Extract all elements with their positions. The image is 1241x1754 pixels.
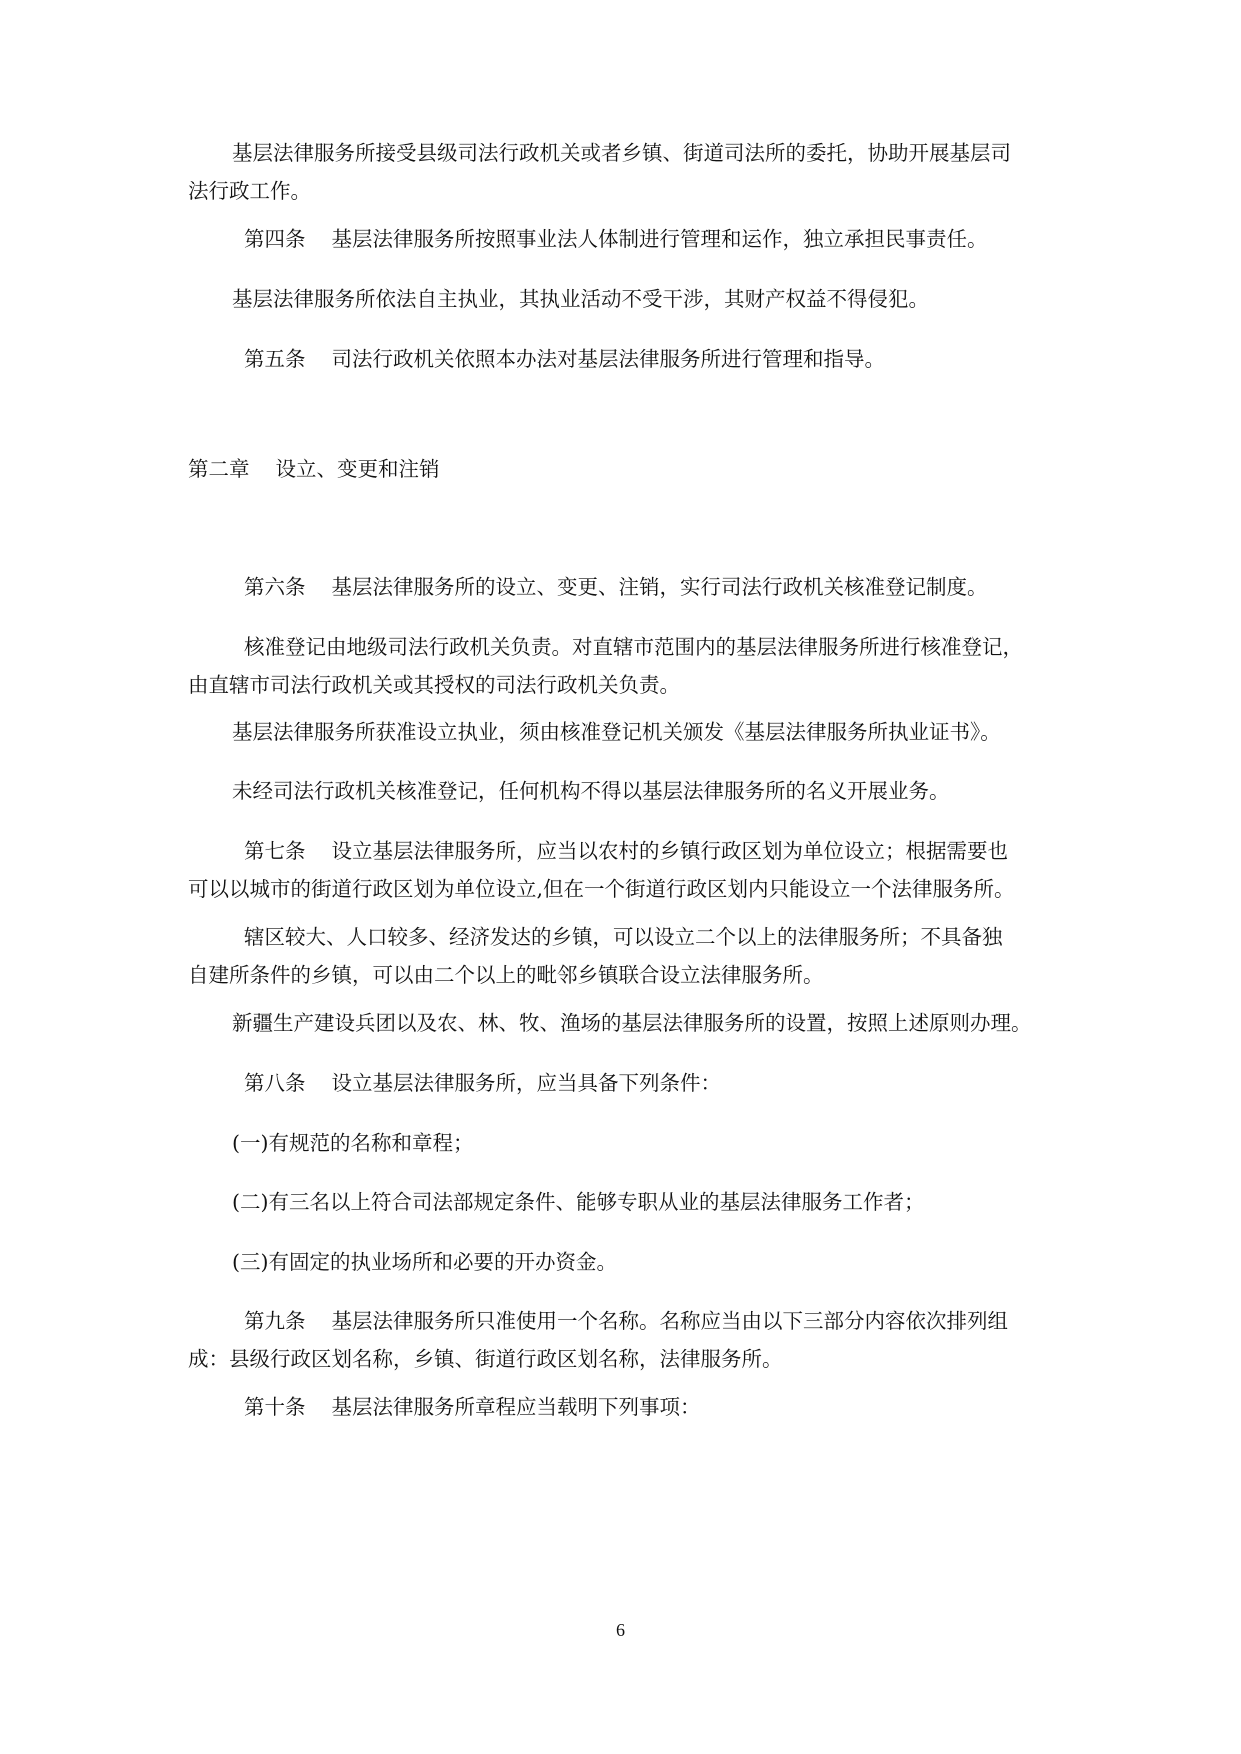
paragraph-unregistered — [188, 772, 1058, 810]
chapter-label: 第二章 — [188, 457, 250, 481]
paragraph-line: 自建所条件的乡镇，可以由二个以上的毗邻乡镇联合设立法律服务所。 — [188, 963, 824, 987]
article-label: 第八条 — [244, 1071, 306, 1095]
article-10 — [188, 1388, 1058, 1426]
condition-item-1 — [188, 1124, 1058, 1162]
article-label: 第九条 — [244, 1309, 306, 1333]
paragraph-xinjiang — [188, 1004, 1058, 1042]
chapter-title: 设立、变更和注销 — [275, 457, 440, 481]
paragraph-line: 未经司法行政机关核准登记，任何机构不得以基层法律服务所的名义开展业务。 — [232, 779, 950, 803]
paragraph-line: 基层法律服务所获准设立执业，须由核准登记机关颁发《基层法律服务所执业证书》。 — [232, 720, 1001, 744]
article-text: 设立基层法律服务所，应当具备下列条件： — [331, 1071, 721, 1095]
paragraph-joint-establishment — [188, 918, 1058, 994]
article-7 — [188, 832, 1058, 908]
paragraph-line: 新疆生产建设兵团以及农、林、牧、渔场的基层法律服务所的设置，按照上述原则办理。 — [232, 1011, 1032, 1035]
list-item: (一)有规范的名称和章程； — [232, 1131, 474, 1155]
article-label: 第四条 — [244, 227, 306, 251]
article-text: 基层法律服务所的设立、变更、注销，实行司法行政机关核准登记制度。 — [331, 575, 988, 599]
paragraph-line: 由直辖市司法行政机关或其授权的司法行政机关负责。 — [188, 673, 680, 697]
article-5 — [188, 340, 1058, 378]
paragraph-line: 可以以城市的街道行政区划为单位设立,但在一个街道行政区划内只能设立一个法律服务所。 — [188, 877, 1015, 901]
chapter-2-heading — [188, 450, 1058, 488]
article-4 — [188, 220, 1058, 258]
condition-item-3 — [188, 1243, 1058, 1281]
article-8 — [188, 1064, 1058, 1102]
article-text: 基层法律服务所按照事业法人体制进行管理和运作，独立承担民事责任。 — [331, 227, 988, 251]
list-item: (三)有固定的执业场所和必要的开办资金。 — [232, 1250, 617, 1274]
article-label: 第十条 — [244, 1395, 306, 1419]
article-label: 第六条 — [244, 575, 306, 599]
article-text: 基层法律服务所只准使用一个名称。名称应当由以下三部分内容依次排列组 — [331, 1309, 1008, 1333]
paragraph-line: 成：县级行政区划名称，乡镇、街道行政区划名称，法律服务所。 — [188, 1347, 783, 1371]
paragraph-line: 法行政工作。 — [188, 179, 311, 203]
paragraph-line: 基层法律服务所接受县级司法行政机关或者乡镇、街道司法所的委托，协助开展基层司 — [232, 141, 1011, 165]
paragraph-line: 辖区较大、人口较多、经济发达的乡镇，可以设立二个以上的法律服务所；不具备独 — [244, 925, 1003, 949]
paragraph-line: 核准登记由地级司法行政机关负责。对直辖市范围内的基层法律服务所进行核准登记， — [244, 635, 1023, 659]
article-label: 第七条 — [244, 839, 306, 863]
article-6 — [188, 568, 1058, 606]
article-text: 基层法律服务所章程应当载明下列事项： — [331, 1395, 701, 1419]
paragraph-registration — [188, 628, 1058, 704]
article-text: 司法行政机关依照本办法对基层法律服务所进行管理和指导。 — [331, 347, 885, 371]
list-item: (二)有三名以上符合司法部规定条件、能够专职从业的基层法律服务工作者； — [232, 1190, 925, 1214]
page-number: 6 — [616, 1620, 625, 1640]
paragraph-delegation — [188, 134, 1058, 210]
article-9 — [188, 1302, 1058, 1378]
condition-item-2 — [188, 1183, 1058, 1221]
article-label: 第五条 — [244, 347, 306, 371]
paragraph-line: 基层法律服务所依法自主执业，其执业活动不受干涉，其财产权益不得侵犯。 — [232, 287, 929, 311]
paragraph-independence — [188, 280, 1058, 318]
article-text: 设立基层法律服务所，应当以农村的乡镇行政区划为单位设立；根据需要也 — [331, 839, 1008, 863]
paragraph-certificate — [188, 713, 1058, 751]
